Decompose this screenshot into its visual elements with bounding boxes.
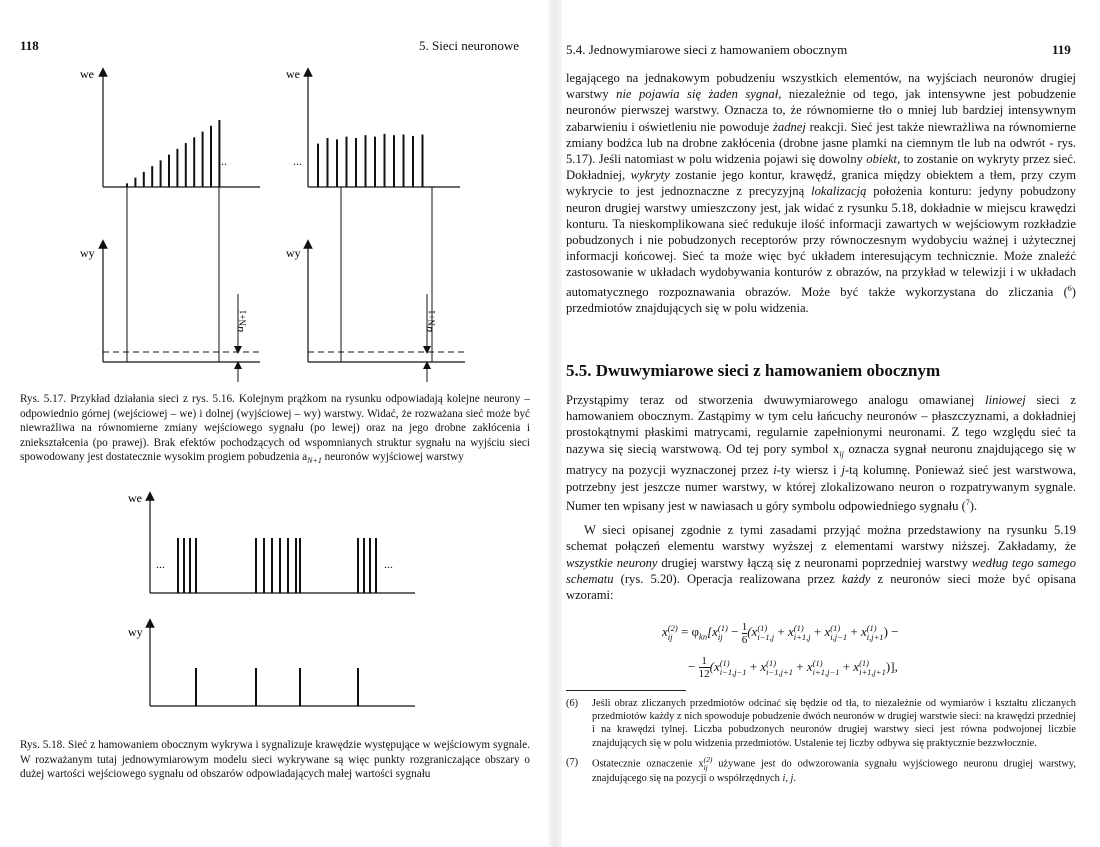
fig518-we-label: we (128, 491, 142, 505)
footnote-6: (6) Jeśli obraz zliczanych przedmiotów odcinać się będzie od tła, to niezależnie od wymiarów i kształtu zliczanych przedmiotów każdy z nich spowoduje pobudzenie dwóch neuronów w drugiej warstwie sieci: na krawędzi przedniej i na krawędzi tylnej. Liczba pobudzonych neuronów drugiej warstwy sieci jest równa podwojonej liczbie znajdujących się w polu widzenia przedmiotów. Ustalenie tej liczby odbywa się praktycznie bezzwłocznie. (566, 698, 1076, 749)
right-page-number: 119 (1052, 42, 1071, 57)
fig517-left-we-label: we (80, 67, 94, 81)
fig517-right-wy-label: wy (286, 246, 301, 260)
right-running-head: 5.4. Jednowymiarowe sieci z hamowaniem obocznym (566, 42, 848, 57)
fig517-right-we-label: we (286, 67, 300, 81)
figure-5-17 (60, 62, 480, 392)
fig517-left-dots: ... (218, 154, 227, 168)
paragraph-3: W sieci opisanej zgodnie z tymi zasadami przyjąć można przedstawiony na rysunku 5.19 schemat połączeń elementu warstwy wyższej z elementami warstwy niższej. Zakładamy, że wszystkie neurony drugiej warstwy łączą się z neuronami poprzedniej warstwy według tego samego schematu (rys. 5.20). Operacja realizowana przez każdy z neuronów sieci może być opisana wzorami: (566, 523, 1076, 602)
fig517-left-input-bars (127, 120, 219, 187)
fig518-input-bars (178, 538, 376, 593)
fig518-right-dots: ... (384, 557, 393, 571)
left-page-number: 118 (20, 38, 39, 53)
footnote-rule (566, 690, 686, 691)
fig517-right-input-bars (318, 134, 423, 187)
fig517-right-threshold-label: $a_{N+1}$ (421, 309, 437, 332)
fig517-left-wy-label: wy (80, 246, 95, 260)
fig518-left-dots: ... (156, 557, 165, 571)
section-title-5-5: 5.5. Dwuwymiarowe sieci z hamowaniem obocznym (566, 361, 941, 380)
fig517-left-threshold-label: $a_{N+1}$ (232, 309, 248, 332)
paragraph-2: Przystąpimy teraz od stworzenia dwuwymiarowego analogu omawianej liniowej sieci z hamowaniem obocznym. Zastąpimy w tym celu łańcuchy neuronów – płaszczyznami, a dokładniej prostokątnymi płaskimi matrycami, regularnie zapełnionymi neuronami. Z tego względu sieć ta nazywa się siecią warstwową. Od tej pory symbol $x_{ij}$ oznacza sygnał neuronu znajdującego się w matrycy na pozycji wyznaczonej przez i-ty wiersz i j-tą kolumnę. Ponieważ sieć jest warstwowa, potrzebny jest jeszcze numer warstwy, w której zlokalizowano neuron o rozpatrywanym sygnale. Numer ten wpisany jest w nawiasach u góry symbolu odpowiedniego sygnału ($^7$). W sieci opisanej zgodnie z tymi zasadami przyjąć można przedstawiony na rysunku 5.19 schemat połączeń elementu warstwy wyższej z elementami warstwy niższej. Zakładamy, że wszystkie neurony drugiej warstwy łączą się z neuronami poprzedniej warstwy według tego samego schematu (rys. 5.20). Operacja realizowana przez każdy z neuronów sieci może być opisana wzorami: (566, 393, 1076, 602)
footnotes (566, 697, 1076, 788)
fig518-wy-label: wy (128, 625, 143, 639)
caption-fig-5-17: Rys. 5.17. Przykład działania sieci z rys. 5.16. Kolejnym prążkom na rysunku odpowiadają kolejne neurony – odpowiednio górnej (wejściowej – we) i dolnej (wyjściowej – wy) warstwy. Widać, że rozważana sieć może być niewrażliwa na równomierne zmiany wejściowego sygnału (po lewej) oraz na jego drobne zakłócenia i zniekształcenia (po prawej). Brak efektów pochodzących od wspomnianych struktur sygnału na wyjściu sieci spowodowany jest dostatecznie wysokim progiem pobudzenia $a_{N+1}$ neuronów wyjściowej warstwy (20, 393, 530, 466)
left-running-head: 5. Sieci neuronowe (419, 38, 520, 53)
caption-fig-5-18: Rys. 5.18. Sieć z hamowaniem obocznym wykrywa i sygnalizuje krawędzie występujące w wejściowym sygnale. W rozważanym tutaj jednowymiarowym modelu sieci wykrywane są więc punkty rozgraniczające obszary o dużej wartości wejściowego sygnału od obszarów odpowiadających małej wartości sygnału (20, 739, 530, 781)
paragraph-1: legającego na jednakowym pobudzeniu wszystkich elementów, na wyjściach neuronów drugiej warstwy nie pojawia się żaden sygnał, niezależnie od tego, jak intensywne jest pobudzenie neuronów pierwszej warstwy. Oznacza to, że równomierne tło o mniej lub bardziej intensywnym zabarwieniu i oświetleniu nie powoduje żadnej reakcji. Sieć jest także niewrażliwa na równomierne zmiany bodźca lub na drobne zakłócenia (drobne jasne plamki na ciemnym tle lub na odwrót - rys. 5.17). Jeśli natomiast w polu widzenia pojawi się dowolny obiekt, to zostanie on wykryty przez sieć. Dokładniej, wykryty zostanie jego kontur, krawędź, granica między obiektem a tłem, przy czym wykrycie to jest jednoznaczne z precyzyjną lokalizacją położenia konturu: jedyny pobudzony neuron drugiej warstwy umieszczony jest, jak widać z rysunku 5.18, dokładnie w miejscu krawędzi konturu. Ta nieskomplikowana sieć redukuje ilość informacji zawartych w wejściowym rozkładzie pobudzonych i nie pobudzonych receptorów przy równoczesnym wydobyciu ważnej i użytecznej informacji końcowej. Sieć ta może więc być układem interesującym technicznie. Może znaleźć zastosowanie w układach wydobywania konturów z obrazów, na przykład w telewizji i w układach automatycznego rozpoznawania obrazów. Może być także wykorzystana do zliczania ($^6$) przedmiotów znajdujących się w polu widzenia. (566, 71, 1076, 316)
fig517-right-dots: ... (293, 154, 302, 168)
footnote-7: (7) Ostatecznie oznaczenie x (2) ij używane jest do odwzorowania sygnału wyjściowego neuronu drugiej warstwy, znajdującego się na pozycji o współrzędnych i, j. (566, 754, 1076, 784)
figure-5-18 (120, 488, 420, 738)
equation: x (2) ij = $\varphi_{kn}[x$ (1) ij − $\frac{1}{6}$ (x (1) i−1,j + x (1) i+1,j + x (1) i,j−1 + x (1) i,j+1 ) − − $\frac{1}{12}$ (x (1) i−1,j−1 + x (1) i−1,j+1 + x (1) i+1,j−1 + x (1) i+1,j+1 )], (662, 620, 899, 681)
page-gutter (548, 0, 562, 847)
